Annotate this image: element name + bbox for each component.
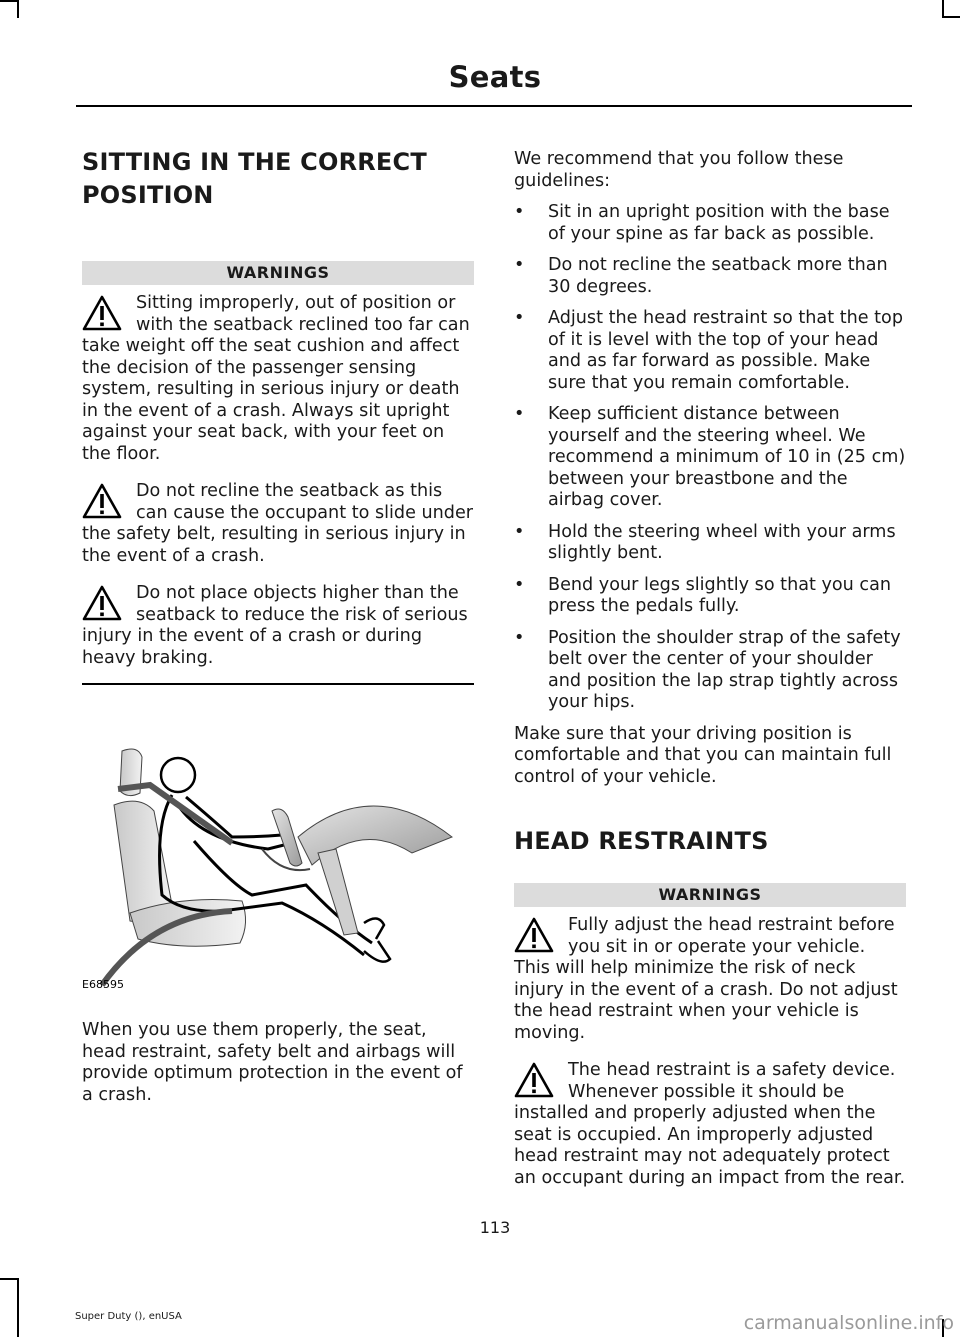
bullet: • [514, 202, 525, 222]
warning-triangle-icon [82, 481, 136, 523]
list-item: • Bend your legs slightly so that you can press the pedals fully. [514, 574, 892, 616]
bullet: • [514, 574, 525, 595]
section-heading-head-restraints: HEAD RESTRAINTS [514, 827, 769, 855]
crop-mark [942, 16, 960, 18]
crop-mark [0, 1278, 18, 1280]
list-item: • Adjust the head restraint so that the top of it is level with the top of your head and as far forward as possible. Make sure that you remain comfortable. [514, 308, 903, 393]
right-column [514, 146, 906, 1189]
list-item: • Hold the steering wheel with your arms slightly bent. [514, 521, 896, 563]
bullet: • [514, 255, 525, 275]
left-column [82, 146, 474, 1106]
warning-triangle-icon [82, 583, 136, 625]
list-item: • Position the shoulder strap of the safety belt over the center of your shoulder and position the lap strap tightly across your hips. [514, 627, 901, 712]
warning-triangle-icon [82, 293, 136, 335]
guidelines-intro: We recommend that you follow these guidelines: [514, 149, 844, 191]
crop-mark [0, 0, 18, 2]
warning-item: Sitting improperly, out of position or with the seatback reclined too far can take weight off the seat cushion and affect the decision of the passenger sensing system, resulting in serious injury or death in the event of a crash. Always sit upright against your seat back, with your feet on the floor. [82, 293, 470, 464]
warning-item: Fully adjust the head restraint before you sit in or operate your vehicle. This will help minimize the risk of neck injury in the event of a crash. Do not adjust the head restraint when your vehicle is moving. [514, 915, 898, 1043]
body-paragraph: When you use them properly, the seat, head restraint, safety belt and airbags will provide optimum protection in the event of a crash. [82, 1020, 463, 1105]
warning-item: Do not recline the seatback as this can cause the occupant to slide under the safety belt, resulting in serious injury in the event of a crash. [82, 481, 474, 566]
bullet: • [514, 627, 525, 648]
header-rule [76, 105, 912, 107]
list-item: • Sit in an upright position with the base of your spine as far back as possible. [514, 202, 890, 244]
section-heading-sitting: SITTING IN THE CORRECT POSITION [82, 148, 427, 209]
warnings-header: WARNINGS [82, 261, 474, 285]
body-paragraph: Make sure that your driving position is comfortable and that you can maintain full control of your vehicle. [514, 723, 892, 787]
warning-item: Do not place objects higher than the seatback to reduce the risk of serious injury in the event of a crash or during heavy braking. [82, 583, 468, 668]
crop-mark [17, 0, 19, 18]
guidelines-list [514, 202, 906, 714]
document-footer: Super Duty (), enUSA [75, 1311, 182, 1322]
page-number: 113 [479, 1218, 511, 1237]
list-item: • Do not recline the seatback more than 30 degrees. [514, 255, 888, 297]
warnings-header: WARNINGS [514, 883, 906, 907]
section-divider [82, 683, 474, 685]
driver-figure-image [82, 745, 474, 995]
warning-triangle-icon [514, 915, 568, 957]
page-title: Seats [448, 60, 542, 94]
warning-item: The head restraint is a safety device. Whenever possible it should be installed and properly adjusted when the seat is occupied. An improperly adjusted head restraint may not adequately protect an occupant during an impact from the rear. [514, 1060, 906, 1188]
list-item: • Keep sufficient distance between yourself and the steering wheel. We recommend a minimum of 10 in (25 cm) between your breastbone and the airbag cover. [514, 404, 906, 510]
crop-mark [17, 1278, 19, 1337]
figure-label: E68595 [82, 978, 124, 991]
watermark-logo: carmanualsonline.info [743, 1312, 954, 1334]
bullet: • [514, 308, 525, 328]
warning-triangle-icon [514, 1060, 568, 1102]
seating-position-illustration [82, 745, 474, 995]
bullet: • [514, 521, 525, 542]
bullet: • [514, 404, 525, 424]
